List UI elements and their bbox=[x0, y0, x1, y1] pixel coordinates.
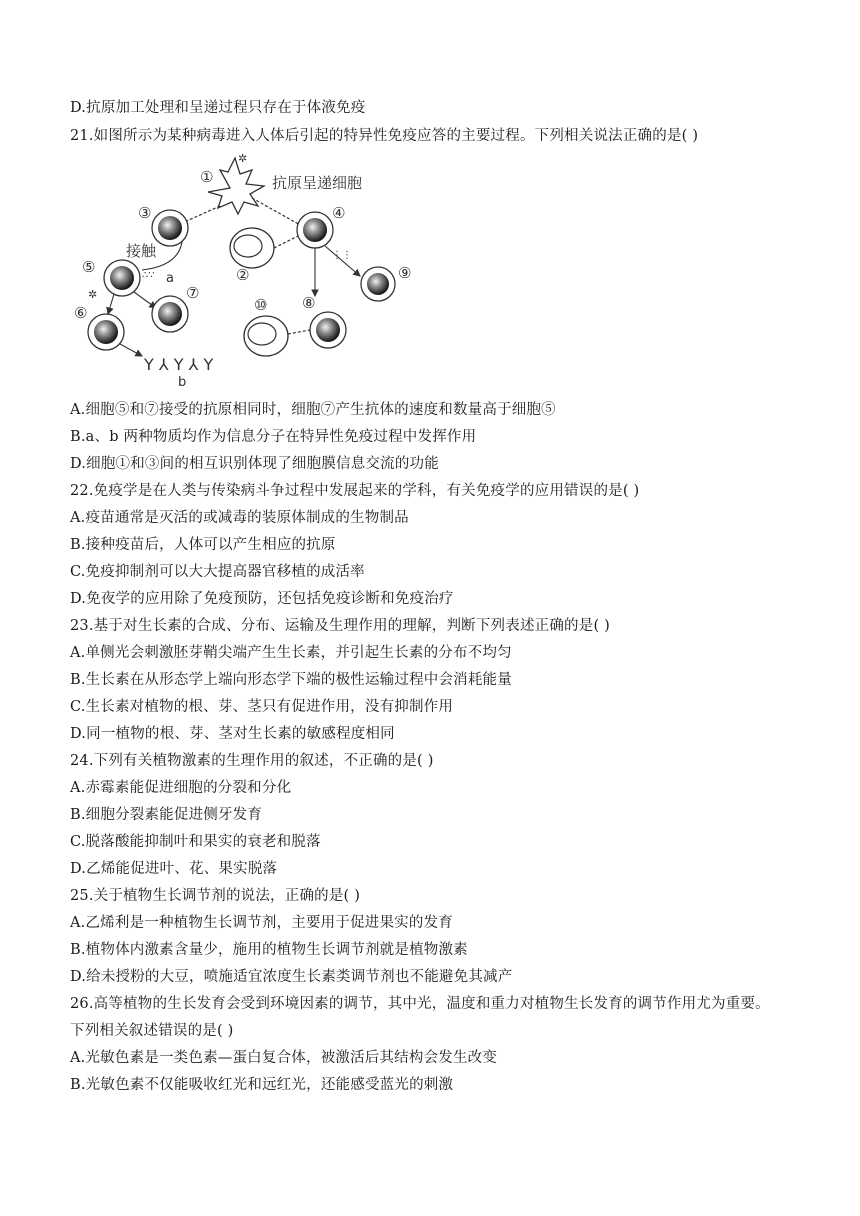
option-a: A.赤霉素能促进细胞的分裂和分化 bbox=[70, 780, 292, 796]
option-b: B.生长素在从形态学上端向形态学下端的极性运输过程中会消耗能量 bbox=[70, 672, 512, 688]
num-3-label: ③ bbox=[138, 204, 152, 222]
antibody-icons: Y ⅄ Y ⅄ Y bbox=[144, 355, 214, 374]
cell-8 bbox=[310, 312, 346, 348]
option-a: A.单侧光会刺激胚芽鞘尖端产生生长素，并引起生长素的分布不均匀 bbox=[70, 645, 512, 661]
num-10-label: ⑩ bbox=[254, 296, 268, 314]
question-25-stem: 25.关于植物生长调节剂的说法，正确的是( ) bbox=[70, 888, 361, 904]
option-b: B.细胞分裂素能促进侧牙发育 bbox=[70, 807, 263, 823]
option-b: B.a、b 两种物质均作为信息分子在特异性免疫过程中发挥作用 bbox=[70, 429, 477, 445]
num-4-label: ④ bbox=[332, 204, 346, 222]
option-b: B.光敏色素不仅能吸收红光和远红光，还能感受蓝光的刺激 bbox=[70, 1077, 454, 1093]
text-line: D.抗原加工处理和呈递过程只存在于体液免疫 bbox=[70, 100, 366, 116]
question-22-stem: 22.免疫学是在人类与传染病斗争过程中发展起来的学科，有关免疫学的应用错误的是( ) bbox=[70, 483, 640, 499]
cell-4 bbox=[297, 212, 333, 248]
question-26-stem-cont: 下列相关叙述错误的是( ) bbox=[70, 1023, 234, 1039]
option-d: D.给未授粉的大豆，喷施适宜浓度生长素类调节剂也不能避免其减产 bbox=[70, 969, 513, 985]
cell-7 bbox=[152, 296, 188, 332]
option-d: D.同一植物的根、芽、茎对生长素的敏感程度相同 bbox=[70, 726, 395, 742]
cell-2 bbox=[230, 228, 274, 268]
cell-5 bbox=[104, 260, 140, 296]
num-2-label: ② bbox=[236, 266, 250, 284]
question-24-stem: 24.下列有关植物激素的生理作用的叙述，不正确的是( ) bbox=[70, 753, 434, 769]
num-9-label: ⑨ bbox=[398, 264, 412, 282]
option-a: A.疫苗通常是灭活的或减毒的装原体制成的生物制品 bbox=[70, 510, 409, 526]
option-d: D.细胞①和③间的相互识别体现了细胞膜信息交流的功能 bbox=[70, 456, 439, 472]
num-5-label: ⑤ bbox=[82, 258, 96, 276]
option-d: D.免夜学的应用除了免疫预防，还包括免疫诊断和免疫治疗 bbox=[70, 591, 454, 607]
option-b: B.植物体内激素含量少，施用的植物生长调节剂就是植物激素 bbox=[70, 942, 468, 958]
cell-3 bbox=[152, 210, 188, 246]
label-b: b bbox=[178, 375, 187, 390]
cell-10 bbox=[244, 316, 288, 356]
option-a: A.细胞⑤和⑦接受的抗原相同时，细胞⑦产生抗体的速度和数量高于细胞⑤ bbox=[70, 402, 556, 418]
option-c: C.生长素对植物的根、芽、茎只有促进作用，没有抑制作用 bbox=[70, 699, 454, 715]
antigen-icon: ✲ bbox=[88, 288, 98, 301]
cell-9 bbox=[361, 267, 395, 301]
num-1-label: ① bbox=[200, 168, 214, 186]
question-21-stem: 21.如图所示为某种病毒进入人体后引起的特异性免疫应答的主要过程。下列相关说法正确的是( ) bbox=[70, 128, 699, 144]
secretion-dots-a: ∴∵ bbox=[142, 270, 155, 281]
immune-response-diagram bbox=[70, 148, 430, 393]
num-8-label: ⑧ bbox=[302, 294, 316, 312]
option-c: C.免疫抑制剂可以大大提高器官移植的成活率 bbox=[70, 564, 365, 580]
antigen-presenting-cell bbox=[208, 158, 264, 214]
option-b: B.接种疫苗后，人体可以产生相应的抗原 bbox=[70, 537, 336, 553]
question-26-stem: 26.高等植物的生长发育会受到环境因素的调节，其中光，温度和重力对植物生长发育的调节作用尤为重要。 bbox=[70, 996, 770, 1012]
option-a: A.光敏色素是一类色素—蛋白复合体，被激活后其结构会发生改变 bbox=[70, 1050, 498, 1066]
num-7-label: ⑦ bbox=[186, 284, 200, 302]
option-d: D.乙烯能促进叶、花、果实脱落 bbox=[70, 861, 278, 877]
virus-icon: ✲ bbox=[238, 152, 248, 165]
option-a: A.乙烯利是一种植物生长调节剂，主要用于促进果实的发育 bbox=[70, 915, 453, 931]
contact-label: 接触 bbox=[126, 242, 157, 260]
label-a: a bbox=[166, 271, 174, 286]
apc-label: 抗原呈递细胞 bbox=[272, 174, 363, 192]
secretion-dots: ⋮⋮ bbox=[332, 250, 352, 261]
question-23-stem: 23.基于对生长素的合成、分布、运输及生理作用的理解，判断下列表述正确的是( ) bbox=[70, 618, 610, 634]
cell-6 bbox=[88, 314, 124, 350]
option-c: C.脱落酸能抑制叶和果实的衰老和脱落 bbox=[70, 834, 321, 850]
num-6-label: ⑥ bbox=[74, 304, 88, 322]
